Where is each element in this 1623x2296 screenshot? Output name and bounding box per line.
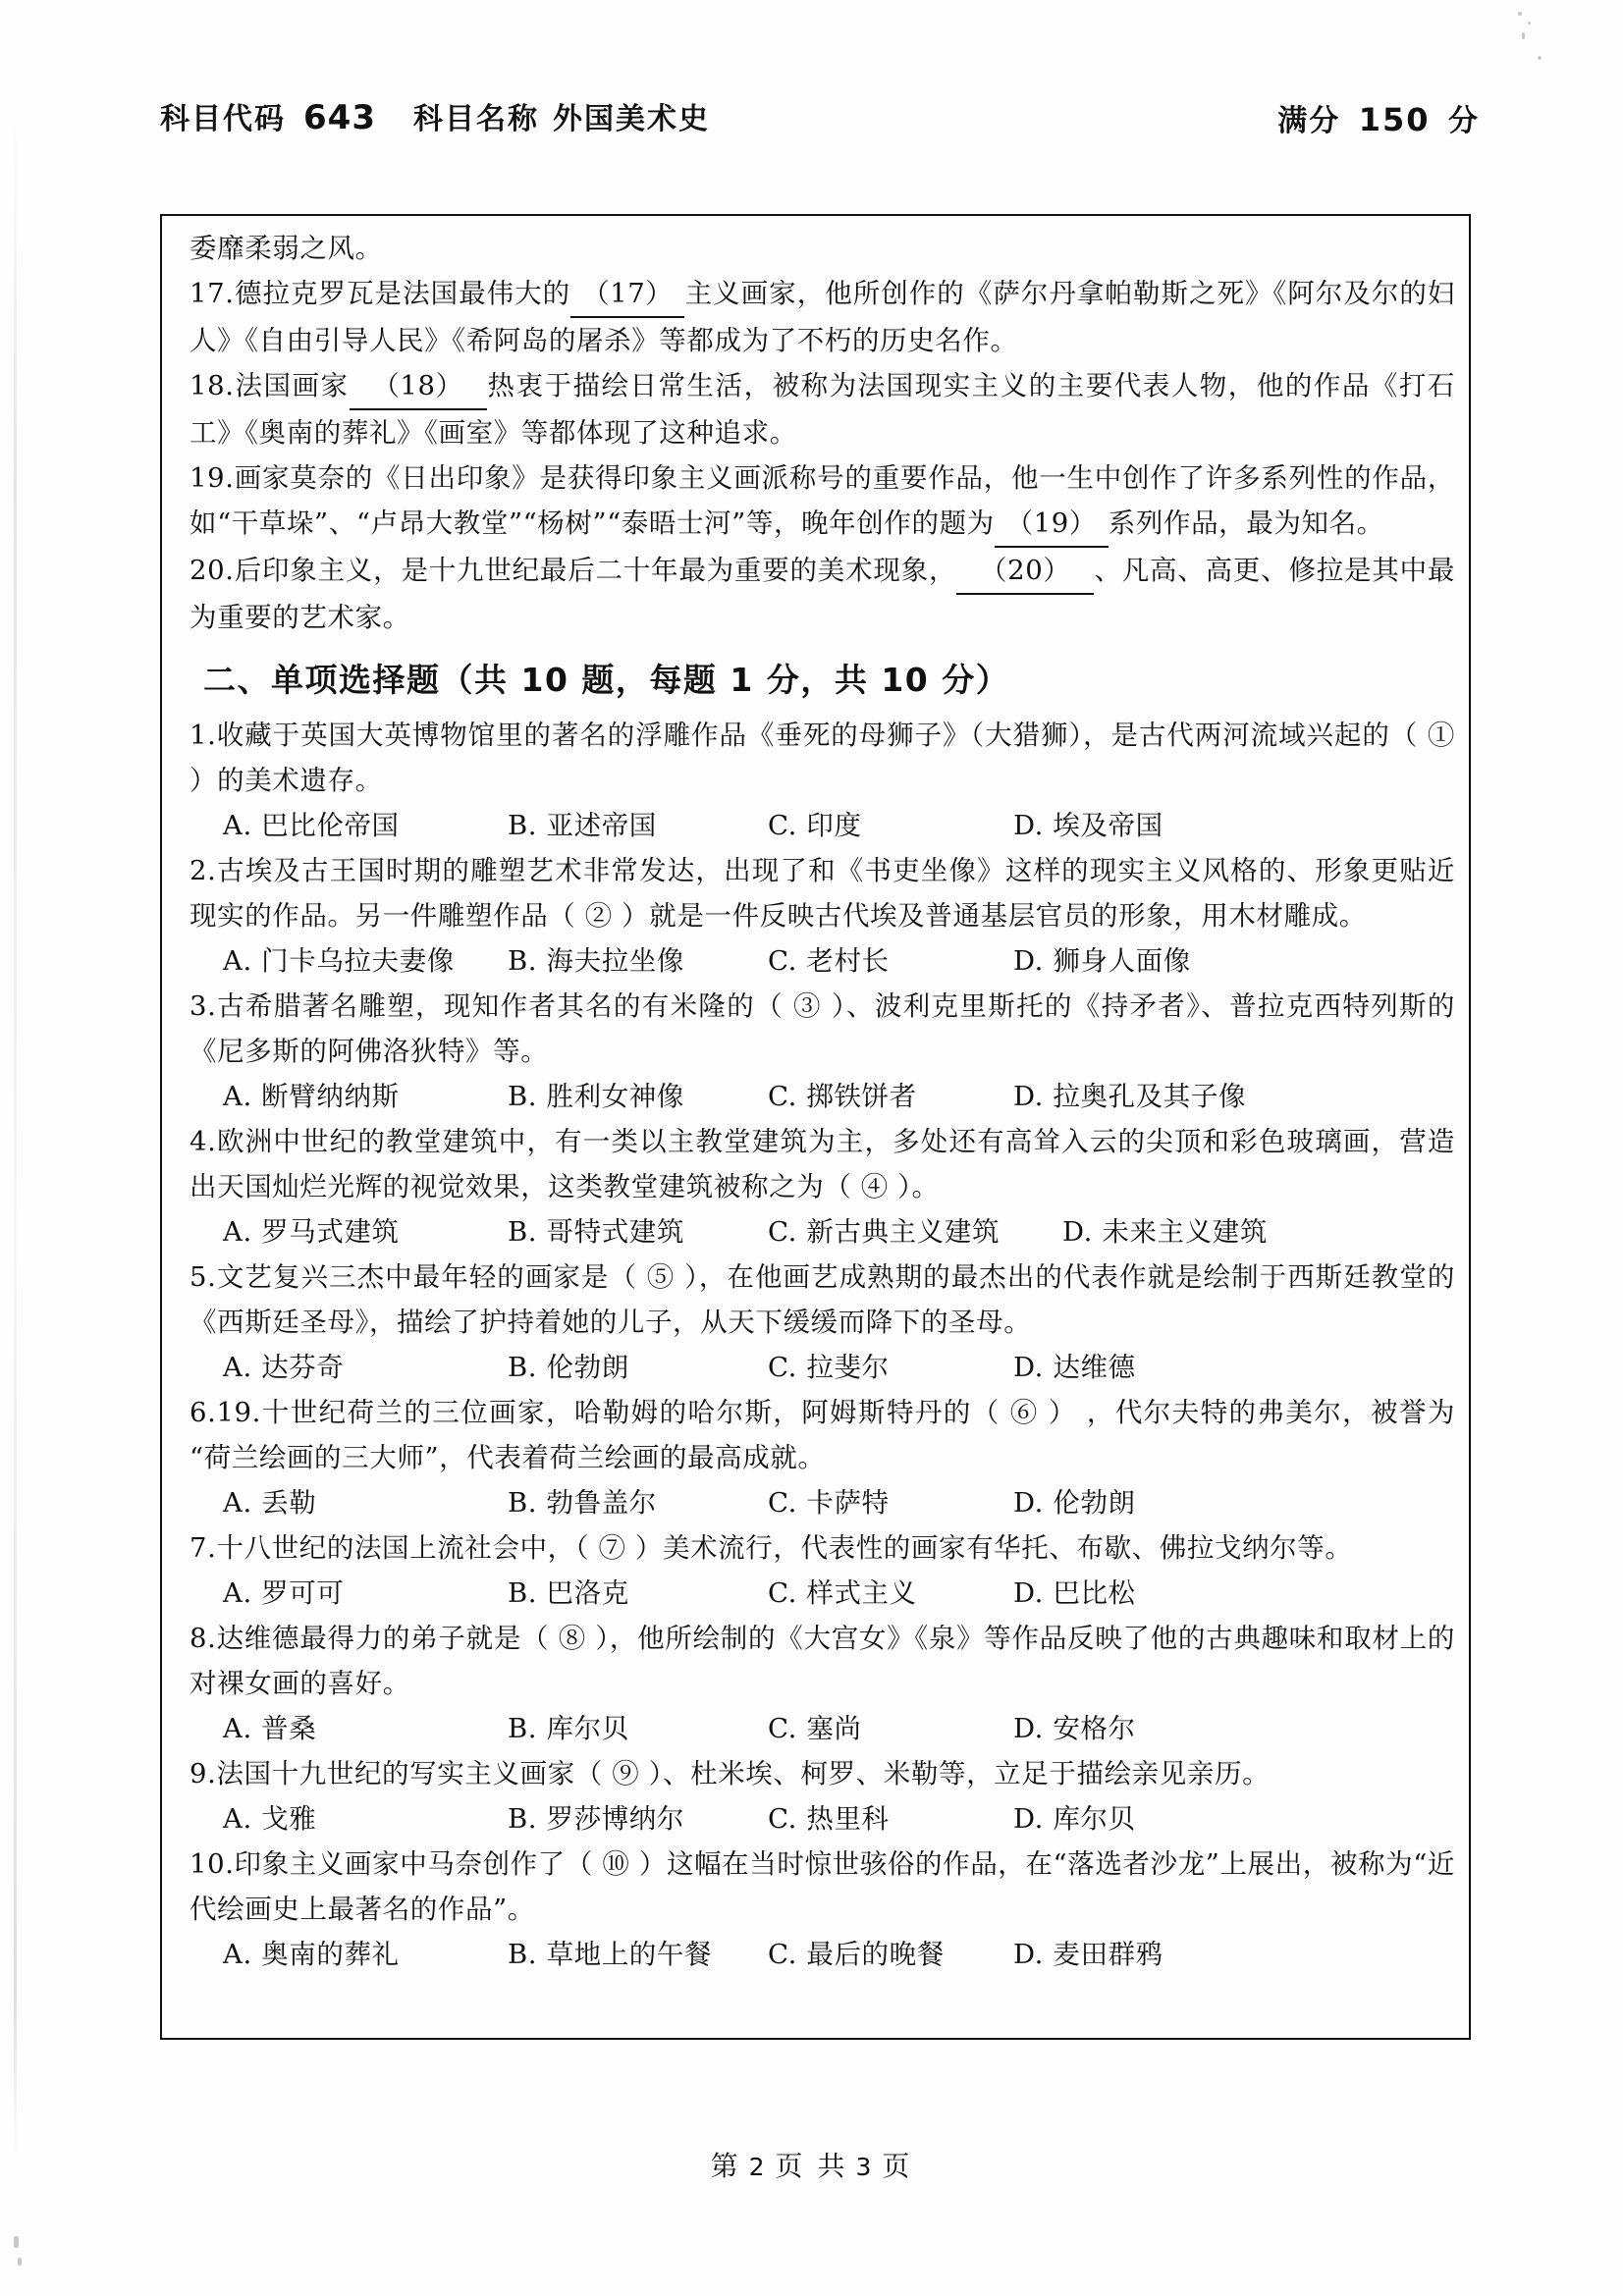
question-number: 9.: [189, 1758, 217, 1789]
option-b[interactable]: B. 草地上的午餐: [508, 1939, 713, 1970]
option-d[interactable]: D. 伦勃朗: [1013, 1487, 1136, 1519]
question-stem: 文艺复兴三杰中最年轻的画家是（ ⑤ ），在他画艺成熟期的最杰出的代表作就是绘制于西斯廷教堂的《西斯廷圣母》，描绘了护持着她的儿子，从天下缓缓而降下的圣母。: [189, 1261, 1455, 1338]
option-b[interactable]: B. 勃鲁盖尔: [508, 1487, 657, 1519]
option-c[interactable]: C. 印度: [768, 810, 862, 841]
option-d[interactable]: D. 拉奥孔及其子像: [1013, 1081, 1247, 1112]
question-stem: 古埃及古王国时期的雕塑艺术非常发达，出现了和《书吏坐像》这样的现实主义风格的、形象更贴近现实的作品。另一件雕塑作品（ ② ）就是一件反映古代埃及普通基层官员的形象，用木材雕成。: [189, 855, 1455, 932]
scan-speck: [1538, 56, 1542, 60]
item-text-part2: 系列作品，最为知名。: [1108, 507, 1384, 539]
option-row: [223, 1074, 1455, 1119]
option-a[interactable]: A. 达芬奇: [223, 1352, 345, 1383]
choice-question-4: [189, 1119, 1455, 1255]
subject-code-label: 科目代码: [160, 102, 286, 136]
item-number: 17.: [189, 278, 235, 309]
option-c[interactable]: C. 最后的晚餐: [768, 1939, 945, 1970]
option-a[interactable]: A. 罗可可: [223, 1577, 345, 1609]
question-stem-wrap: [189, 1390, 1455, 1480]
option-d[interactable]: D. 安格尔: [1013, 1713, 1136, 1744]
question-stem: 法国十九世纪的写实主义画家（ ⑨ ）、杜米埃、柯罗、米勒等，立足于描绘亲见亲历。: [216, 1758, 1271, 1789]
question-stem-wrap: [189, 984, 1455, 1074]
option-a[interactable]: A. 丢勒: [223, 1487, 317, 1519]
full-marks-value: 150: [1358, 101, 1431, 138]
question-stem-wrap: [189, 848, 1455, 938]
option-d[interactable]: D. 达维德: [1013, 1352, 1136, 1383]
choice-question-2: [189, 848, 1455, 984]
option-a[interactable]: A. 罗马式建筑: [223, 1216, 400, 1248]
current-page-number: 2: [748, 2153, 768, 2181]
continued-line: 委靡柔弱之风。: [189, 233, 383, 264]
question-number: 8.: [189, 1623, 217, 1654]
option-a[interactable]: A. 断臂纳纳斯: [223, 1081, 400, 1112]
option-d[interactable]: D. 巴比松: [1013, 1577, 1136, 1609]
question-stem: 十八世纪的法国上流社会中，（ ⑦ ）美术流行，代表性的画家有华托、布歇、佛拉戈纳尔等。: [216, 1532, 1353, 1564]
question-number: 2.: [189, 855, 217, 886]
option-b[interactable]: B. 库尔贝: [508, 1713, 629, 1744]
option-a[interactable]: A. 普桑: [223, 1713, 317, 1744]
question-number: 5.: [189, 1261, 217, 1293]
option-row: [223, 1706, 1455, 1751]
question-number: 7.: [189, 1532, 217, 1564]
option-row: [223, 1209, 1455, 1255]
option-b[interactable]: B. 胜利女神像: [508, 1081, 684, 1112]
choice-question-10: [189, 1842, 1455, 1977]
page-footer: [0, 2145, 1623, 2184]
choice-question-1: [189, 713, 1455, 848]
question-stem: 达维德最得力的弟子就是（ ⑧ ），他所绘制的《大宫女》《泉》等作品反映了他的古典趣味和取材上的对裸女画的喜好。: [189, 1623, 1455, 1699]
option-d[interactable]: D. 埃及帝国: [1013, 810, 1163, 841]
option-b[interactable]: B. 哥特式建筑: [508, 1216, 684, 1248]
scan-speck: [1528, 22, 1531, 25]
subject-name-label: 科目名称: [412, 102, 539, 136]
option-row: [223, 1796, 1455, 1842]
answer-blank-20[interactable]: （20）: [956, 548, 1094, 595]
option-c[interactable]: C. 热里科: [768, 1803, 890, 1835]
option-d[interactable]: D. 库尔贝: [1013, 1803, 1136, 1835]
question-stem-wrap: [189, 1255, 1455, 1345]
option-c[interactable]: C. 新古典主义建筑: [768, 1216, 1001, 1248]
question-stem-wrap: [189, 1119, 1455, 1209]
answer-blank-18[interactable]: （18）: [350, 363, 487, 410]
item-text-part2: 热衷于描绘日常生活，被称为法国现实主义的主要代表人物，他的作品《打石工》《奥南的葬礼》《画室》等都体现了这种追求。: [189, 370, 1455, 449]
choice-question-9: [189, 1751, 1455, 1842]
item-text-part1: 法国画家: [234, 370, 350, 401]
option-c[interactable]: C. 卡萨特: [768, 1487, 890, 1519]
item-number: 20.: [189, 555, 235, 586]
item-text-part1: 德拉克罗瓦是法国最伟大的: [234, 278, 571, 309]
question-stem-wrap: [189, 1842, 1455, 1932]
content-body: [189, 226, 1455, 1977]
question-stem: 古希腊著名雕塑，现知作者其名的有米隆的（ ③ ）、波利克里斯托的《持矛者》、普拉克西特列斯的《尼多斯的阿佛洛狄特》等。: [189, 990, 1455, 1067]
question-stem: 欧洲中世纪的教堂建筑中，有一类以主教堂建筑为主，多处还有高耸入云的尖顶和彩色玻璃画，营造出天国灿烂光辉的视觉效果，这类教堂建筑被称之为（ ④ ）。: [189, 1126, 1455, 1202]
item-text-part1: 画家莫奈的《日出印象》是获得印象主义画派称号的重要作品，他一生中创作了许多系列性的作品，如“干草垛”、“卢昂大教堂”“杨树”“泰晤士河”等，晚年创作的题为: [189, 462, 1455, 539]
option-a[interactable]: A. 奥南的葬礼: [223, 1939, 400, 1970]
item-number: 18.: [189, 370, 235, 401]
question-stem-wrap: [189, 1616, 1455, 1706]
question-stem: 印象主义画家中马奈创作了（ ⑩ ）这幅在当时惊世骇俗的作品，在“落选者沙龙”上展出，被称为“近代绘画史上最著名的作品”。: [189, 1848, 1455, 1925]
question-stem: 19.十世纪荷兰的三位画家，哈勒姆的哈尔斯，阿姆斯特丹的（ ⑥ ） ，代尔夫特的弗美尔，被誉为“荷兰绘画的三大师”，代表着荷兰绘画的最高成就。: [189, 1397, 1455, 1473]
choice-question-8: [189, 1616, 1455, 1751]
choice-question-3: [189, 984, 1455, 1119]
question-stem: 收藏于英国大英博物馆里的著名的浮雕作品《垂死的母狮子》（大猎狮），是古代两河流域兴起的（ ① ）的美术遗存。: [189, 720, 1455, 796]
scan-edge-artifact: [14, 118, 17, 2160]
option-row: [223, 1345, 1455, 1390]
option-b[interactable]: B. 巴洛克: [508, 1577, 629, 1609]
scan-speck: [1518, 12, 1522, 16]
question-number: 3.: [189, 990, 217, 1022]
question-number: 10.: [189, 1848, 235, 1880]
option-a[interactable]: A. 戈雅: [223, 1803, 317, 1835]
subject-code-value: 643: [303, 98, 376, 137]
question-stem-wrap: [189, 713, 1455, 803]
subject-name-value: 外国美术史: [552, 102, 710, 136]
scan-speck: [18, 2258, 22, 2266]
option-b[interactable]: B. 海夫拉坐像: [508, 945, 684, 977]
option-c[interactable]: C. 掷铁饼者: [768, 1081, 917, 1112]
choice-question-5: [189, 1255, 1455, 1390]
footer-suffix: 页: [882, 2150, 913, 2182]
footer-prefix: 第: [710, 2150, 741, 2182]
question-number: 4.: [189, 1126, 217, 1157]
header-left-group: [160, 94, 710, 137]
question-stem-wrap: [189, 1525, 1455, 1571]
option-a[interactable]: A. 巴比伦帝国: [223, 810, 400, 841]
scan-speck: [14, 2236, 19, 2248]
option-d[interactable]: D. 未来主义建筑: [1062, 1216, 1268, 1248]
fill-blank-item-19: [189, 455, 1455, 548]
option-row: [223, 1480, 1455, 1525]
question-number: 6.: [189, 1397, 217, 1428]
option-d[interactable]: D. 狮身人面像: [1013, 945, 1191, 977]
option-d[interactable]: D. 麦田群鸦: [1013, 1939, 1163, 1970]
option-row: [223, 1932, 1455, 1977]
answer-blank-19[interactable]: （19）: [995, 501, 1109, 548]
scan-speck: [1522, 32, 1525, 39]
option-b[interactable]: B. 罗莎博纳尔: [508, 1803, 684, 1835]
fill-blank-item-20: [189, 548, 1455, 640]
section-two-heading: 二、单项选择题（共 10 题，每题 1 分，共 10 分）: [203, 661, 1010, 699]
item-text-part2: 、凡高、高更、修拉是其中最为重要的艺术家。: [189, 555, 1455, 633]
fill-blank-item-18: [189, 363, 1455, 455]
question-number: 1.: [189, 720, 217, 751]
option-row: [223, 938, 1455, 984]
choice-question-7: [189, 1525, 1455, 1616]
option-row: [223, 803, 1455, 848]
option-c[interactable]: C. 老村长: [768, 945, 890, 977]
page-header: [0, 94, 1623, 155]
fill-blank-item-17: [189, 271, 1455, 363]
item-number: 19.: [189, 462, 235, 494]
option-c[interactable]: C. 拉斐尔: [768, 1352, 890, 1383]
option-c[interactable]: C. 样式主义: [768, 1577, 917, 1609]
option-a[interactable]: A. 门卡乌拉夫妻像: [223, 945, 455, 977]
answer-blank-17[interactable]: （17）: [570, 271, 684, 318]
item-text-part1: 后印象主义，是十九世纪最后二十年最为重要的美术现象，: [234, 555, 957, 586]
option-c[interactable]: C. 塞尚: [768, 1713, 862, 1744]
choice-question-6: [189, 1390, 1455, 1525]
question-stem-wrap: [189, 1751, 1455, 1796]
total-page-number: 3: [855, 2153, 875, 2181]
full-marks-group: [1277, 96, 1480, 139]
footer-middle: 页 共: [775, 2150, 848, 2182]
content-border-box: [160, 214, 1471, 2040]
option-row: [223, 1571, 1455, 1616]
option-b[interactable]: B. 亚述帝国: [508, 810, 657, 841]
option-b[interactable]: B. 伦勃朗: [508, 1352, 629, 1383]
full-marks-label: 满分: [1277, 104, 1341, 138]
full-marks-unit: 分: [1448, 104, 1480, 138]
item-text-part2: 主义画家，他所创作的《萨尔丹拿帕勒斯之死》《阿尔及尔的妇人》《自由引导人民》《希阿岛的屠杀》等都成为了不朽的历史名作。: [189, 278, 1455, 356]
